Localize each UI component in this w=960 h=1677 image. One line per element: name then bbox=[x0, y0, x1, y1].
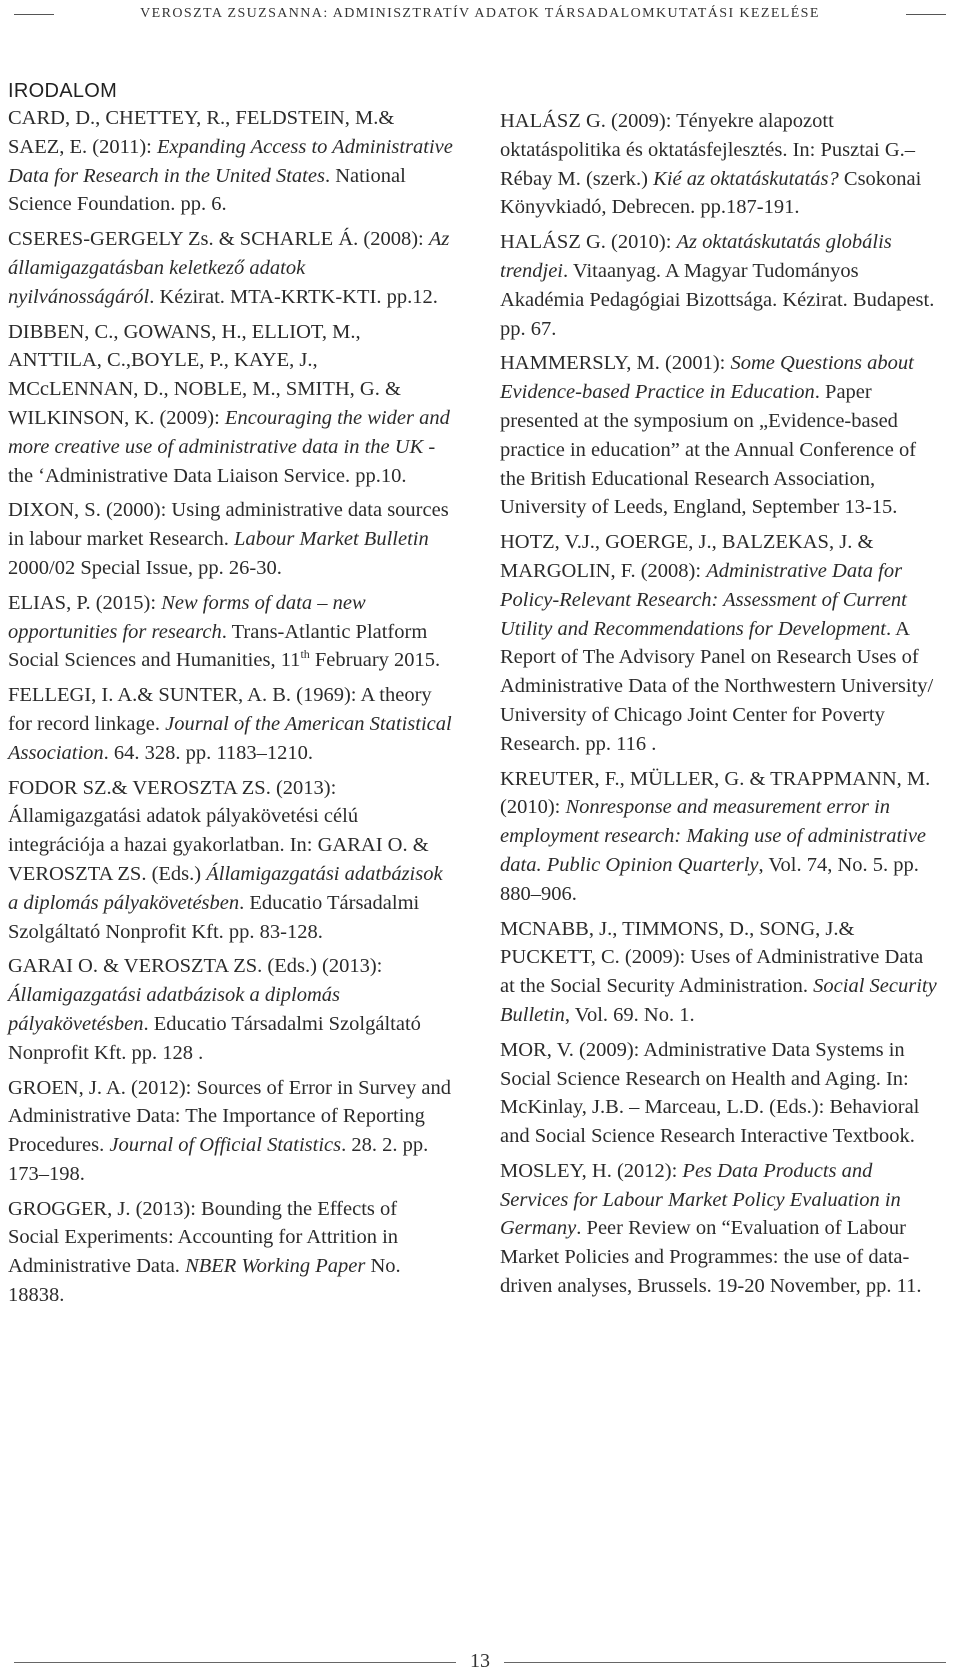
reference-title: Államigazgatási adatbázisok a diplomás pályakövetésben bbox=[8, 984, 341, 1035]
reference-text: - the ‘Administrative Data Liaison Service. pp.10. bbox=[8, 435, 436, 487]
reference-text: . Educatio Társadalmi Szolgáltató Nonprofit Kft. pp. 128 . bbox=[8, 1012, 421, 1064]
reference-entry bbox=[8, 225, 453, 311]
running-title: VEROSZTA ZSUZSANNA: ADMINISZTRATÍV ADATOK TÁRSADALOMKUTATÁSI KEZELÉSE bbox=[140, 6, 820, 21]
right-reference-list bbox=[500, 107, 940, 1301]
reference-entry bbox=[500, 765, 940, 909]
reference-text: HAMMERSLY, M. (2001): bbox=[500, 352, 731, 375]
reference-text: . Kézirat. MTA-KRTK-KTI. pp.12. bbox=[149, 285, 438, 308]
reference-entry bbox=[8, 318, 453, 491]
reference-text: , Vol. 69. No. 1. bbox=[564, 1003, 695, 1026]
reference-title: New forms of data – new opportunities for research bbox=[8, 591, 366, 643]
page-footer bbox=[0, 1650, 960, 1677]
left-reference-list bbox=[8, 104, 453, 1310]
page-number: 13 bbox=[456, 1650, 504, 1673]
reference-title: Nonresponse and measurement error in employment research: Making use of administrative data. Public Opinion Quarterly bbox=[500, 796, 927, 876]
reference-text: GARAI O. & VEROSZTA ZS. (Eds.) (2013): bbox=[8, 955, 383, 978]
reference-entry bbox=[8, 1074, 453, 1189]
reference-entry bbox=[8, 681, 453, 767]
reference-entry bbox=[8, 952, 453, 1067]
reference-text: CARD, D., CHETTEY, R., FELDSTEIN, M.& SAEZ, E. (2011): bbox=[8, 107, 395, 158]
reference-text: Csokonai Könyvkiadó, Debrecen. pp.187-191. bbox=[500, 167, 922, 219]
reference-title: NBER Working Paper bbox=[185, 1255, 366, 1278]
right-column bbox=[500, 107, 940, 1307]
reference-text: HALÁSZ G. (2010): bbox=[500, 231, 677, 254]
reference-text: FELLEGI, I. A.& SUNTER, A. B. (1969): A theory for record linkage. bbox=[8, 684, 432, 735]
section-heading: IRODALOM bbox=[8, 80, 118, 102]
reference-entry bbox=[8, 589, 453, 675]
reference-text: GROEN, J. A. (2012): Sources of Error in Survey and Administrative Data: The Importance of Reporting Procedures. bbox=[8, 1076, 451, 1157]
reference-text: . Peer Review on “Evaluation of Labour Market Policies and Programmes: the use of data-driven analyses, Brussels. 19-20 November, pp. 11. bbox=[500, 1217, 922, 1298]
reference-text: . National Science Foundation. pp. 6. bbox=[8, 164, 406, 216]
reference-entry bbox=[500, 528, 940, 758]
reference-text: th bbox=[300, 647, 310, 662]
reference-text: . 28. 2. pp. 173–198. bbox=[8, 1134, 429, 1185]
reference-entry bbox=[8, 1195, 453, 1310]
reference-title: Social Security Bulletin bbox=[500, 975, 937, 1026]
reference-text: . Trans-Atlantic Platform Social Sciences and Humanities, 11 bbox=[8, 620, 428, 672]
reference-title: Labour Market Bulletin bbox=[233, 528, 429, 551]
reference-text: DIBBEN, C., GOWANS, H., ELLIOT, M., ANTTILA, C.,BOYLE, P., KAYE, J., MCcLENNAN, D., NOBLE, M., SMITH, G. & WILKINSON, K. (2009): bbox=[8, 320, 401, 429]
reference-title: Journal of Official Statistics bbox=[109, 1134, 342, 1157]
reference-entry bbox=[8, 104, 453, 219]
reference-entry bbox=[8, 496, 453, 582]
reference-entry bbox=[8, 774, 453, 947]
reference-text: MCNABB, J., TIMMONS, D., SONG, J.& PUCKETT, C. (2009): Uses of Administrative Data at the Social Security Administration. bbox=[500, 917, 924, 998]
reference-text: . Educatio Társadalmi Szolgáltató Nonprofit Kft. pp. 83-128. bbox=[8, 891, 420, 943]
reference-text: No. 18838. bbox=[8, 1255, 401, 1307]
header-rule-left bbox=[14, 14, 54, 15]
reference-text: . Paper presented at the symposium on „Evidence-based practice in education” at the Annual Conference of the British Educational Research Association, University of Leeds, England, September 13-15. bbox=[500, 381, 917, 519]
reference-text: CSERES-GERGELY Zs. & SCHARLE Á. (2008): bbox=[8, 228, 429, 251]
reference-title: Államigazgatási adatbázisok a diplomás pályakövetésben bbox=[8, 862, 443, 914]
reference-entry bbox=[500, 349, 940, 522]
header-rule-right bbox=[906, 14, 946, 15]
reference-title: Expanding Access to Administrative Data for Research in the United States bbox=[8, 135, 453, 187]
reference-text: HALÁSZ G. (2009): Tényekre alapozott oktatáspolitika és oktatásfejlesztés. In: Pusztai G.– Rébay M. (szerk.) bbox=[500, 110, 916, 190]
reference-text: 2000/02 Special Issue, pp. 26-30. bbox=[8, 556, 282, 579]
reference-entry bbox=[500, 1036, 940, 1151]
reference-text: February 2015. bbox=[309, 649, 441, 672]
reference-text: ELIAS, P. (2015): bbox=[8, 591, 162, 614]
reference-entry bbox=[500, 107, 940, 222]
reference-title: Encouraging the wider and more creative use of administrative data in the UK bbox=[8, 406, 450, 458]
reference-entry bbox=[500, 1157, 940, 1301]
reference-text: KREUTER, F., MÜLLER, G. & TRAPPMANN, M. (2010): bbox=[500, 767, 931, 819]
reference-text: . Vitaanyag. A Magyar Tudományos Akadémia Pedagógiai Bizottsága. Kézirat. Budapest. pp. 67. bbox=[500, 259, 935, 340]
reference-title: Some Questions about Evidence-based Practice in Education bbox=[500, 352, 914, 404]
reference-text: FODOR SZ.& VEROSZTA ZS. (2013): Államigazgatási adatok pályakövetési célú integrációja a hazai gyakorlatban. In: GARAI O. & VEROSZTA ZS. (Eds.) bbox=[8, 776, 429, 885]
reference-text: MOSLEY, H. (2012): bbox=[500, 1159, 683, 1182]
reference-entry bbox=[500, 228, 940, 343]
reference-entry bbox=[500, 915, 940, 1030]
reference-text: HOTZ, V.J., GOERGE, J., BALZEKAS, J. & MARGOLIN, F. (2008): bbox=[500, 531, 874, 582]
running-header bbox=[0, 0, 960, 32]
reference-title: Journal of the American Statistical Association bbox=[8, 712, 452, 764]
reference-title: Az államigazgatásban keletkező adatok nyilvánosságáról bbox=[8, 228, 450, 308]
reference-text: MOR, V. (2009): Administrative Data Systems in Social Science Research on Health and Aging. In: McKinlay, J.B. – Marceau, L.D. (Eds.): Behavioral and Social Science Research Interactive Textbook. bbox=[500, 1038, 920, 1148]
reference-text: . 64. 328. pp. 1183–1210. bbox=[103, 741, 314, 764]
reference-title: Az oktatáskutatás globális trendjei bbox=[500, 231, 892, 282]
reference-title: Pes Data Products and Services for Labour Market Policy Evaluation in Germany bbox=[500, 1159, 901, 1240]
reference-title: Administrative Data for Policy-Relevant Research: Assessment of Current Utility and Recommendations for Development bbox=[500, 559, 907, 640]
reference-text: , Vol. 74, No. 5. pp. 880–906. bbox=[500, 853, 919, 905]
reference-text: . A Report of The Advisory Panel on Research Uses of Administrative Data of the Northwestern University/ University of Chicago Joint Center for Poverty Research. pp. 116 . bbox=[500, 617, 934, 755]
left-column bbox=[8, 78, 453, 1316]
reference-text: GROGGER, J. (2013): Bounding the Effects of Social Experiments: Accounting for Attrition in Administrative Data. bbox=[8, 1197, 399, 1278]
reference-text: DIXON, S. (2000): Using administrative data sources in labour market Research. bbox=[8, 499, 449, 551]
reference-title: Kié az oktatáskutatás? bbox=[653, 167, 839, 190]
